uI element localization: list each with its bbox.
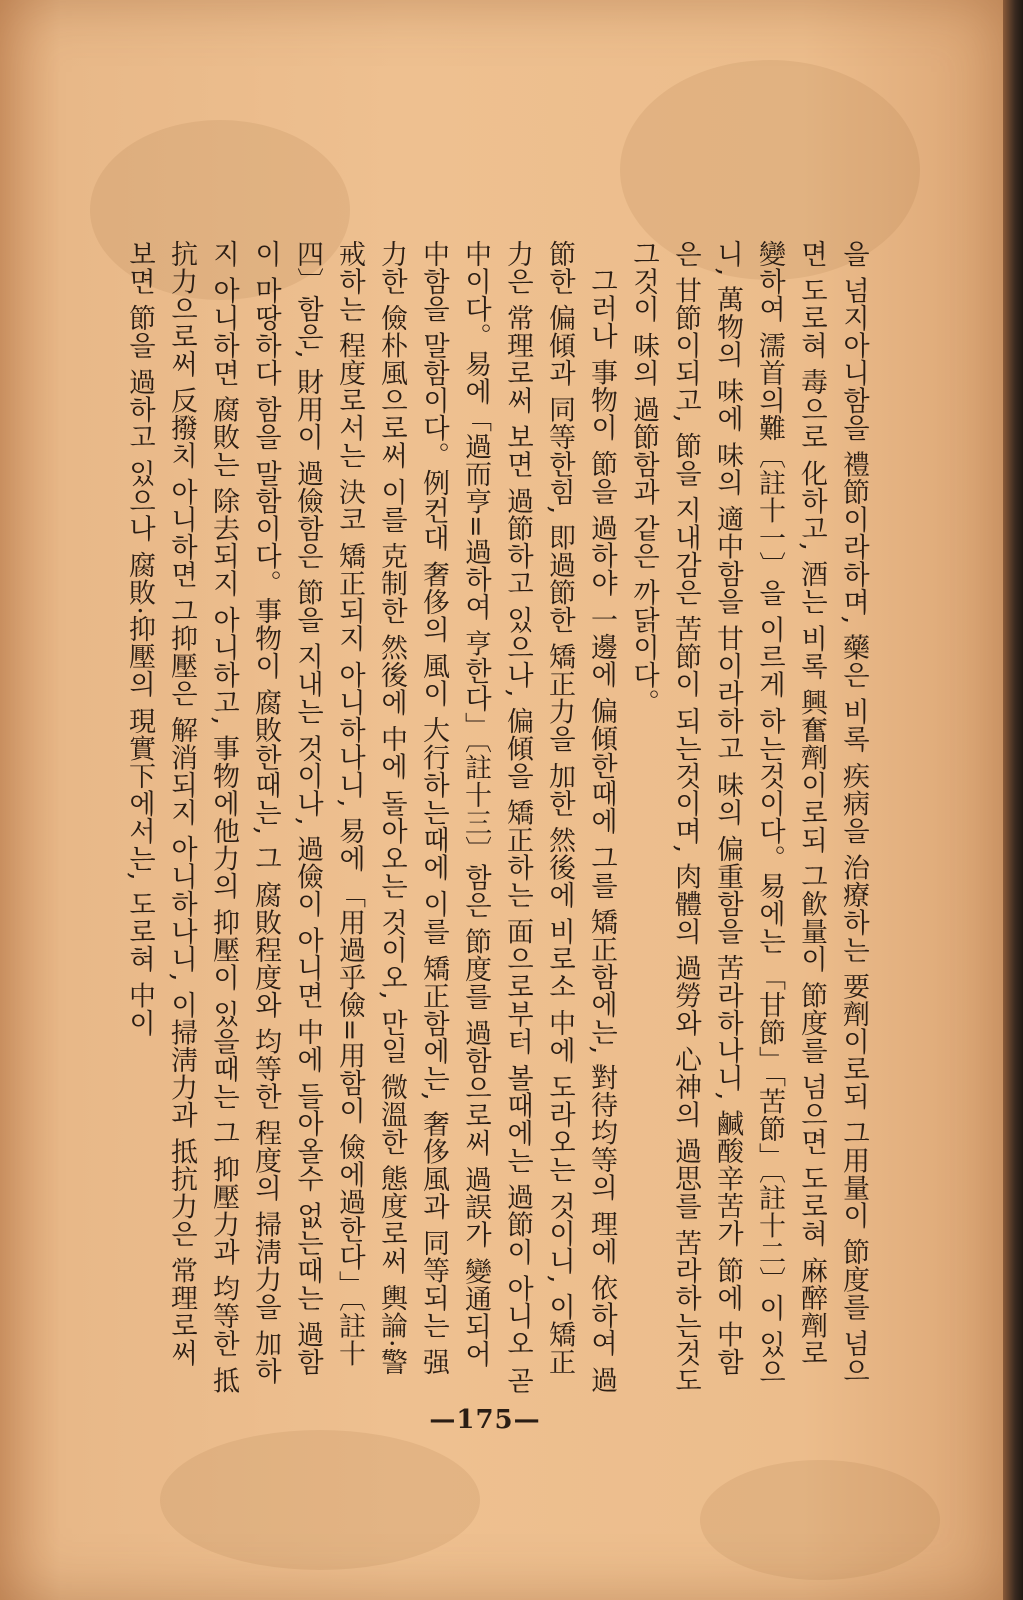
page-edge <box>1003 0 1023 1600</box>
page-number: —175— <box>429 1405 541 1435</box>
vertical-text-body <box>94 240 874 1400</box>
paragraph-1: 을 넘지아니함을 禮節이라하며, 藥은 비록 疾病을 治療하는 要劑이로되 그用量이 節度를 넘으면 도로혀 毒으로 化하고, 酒는 비록 興奮劑이로되 그飮量이 節度를 넘으면 도로혀 麻醉劑로 變하여 濡首의難〔註十一〕을 이르게 하는것이다。易에는 「甘節」「苦節」〔註十二〕이 있으니, 萬物의 味에 味의 適中함을 甘이라하고 味의 偏重함을 苦라하나니, 鹹酸辛苦가 節에 中함은 甘節이되고, 節을 지내감은 苦節이 되는것이며, 肉體의 過勞와 心神의 過思를 苦라하는것도 그것이 味의 過節함과 같은 까닭이다。 <box>628 240 869 1394</box>
paragraph-2: 그러나 事物이 節을 過하야 一邊에 偏傾한때에 그를 矯正함에는, 對待均等의 理에 依하여 過節한 偏傾과 同等한힘, 即過節한 矯正力을 加한 然後에 비로소 中에 도라오는 것이니, 이矯正力은 常理로써 보면 過節하고 있으나, 偏傾을 矯正하는 面으로부터 볼때에는 過節이 아니오 곧 中이다。易에「過而亨=過하여 亨한다」〔註十三〕함은 節度를 過함으로써 過誤가 變通되어 中함을 말함이다。例컨대 奢侈의 風이 大行하는때에 이를 矯正함에는, 奢侈風과 同等되는 强力한 儉朴風으로써 이를 克制한 然後에 中에 돌아오는 것이오, 만일 微溫한 態度로써 輿論·警戒하는 程度로서는 決코 矯正되지 아니하나니, 易에 「用過乎儉=用함이 儉에過한다」〔註十四〕함은, 財用이 過儉함은 節을 지내는 것이나, 過儉이 아니면 中에 들아올수 없는때는 過함이 마땅하다 함을 말함이다。事物이 腐敗한때는, 그 腐敗程度와 均等한 程度의 掃淸力을 加하지 아니하면 腐敗는 除去되지 아니하고, 事物에他力의 抑壓이 있을때는 그 抑壓力과 均等한 抵抗力으로써 反撥치 아니하면 그抑壓은 解消되지 아니하나니, 이掃淸力과 抵抗力은 常理로써 보면 節을 過하고 있으나 腐敗·抑壓의 現實下에서는, 도로혀 中이 <box>124 240 617 1394</box>
